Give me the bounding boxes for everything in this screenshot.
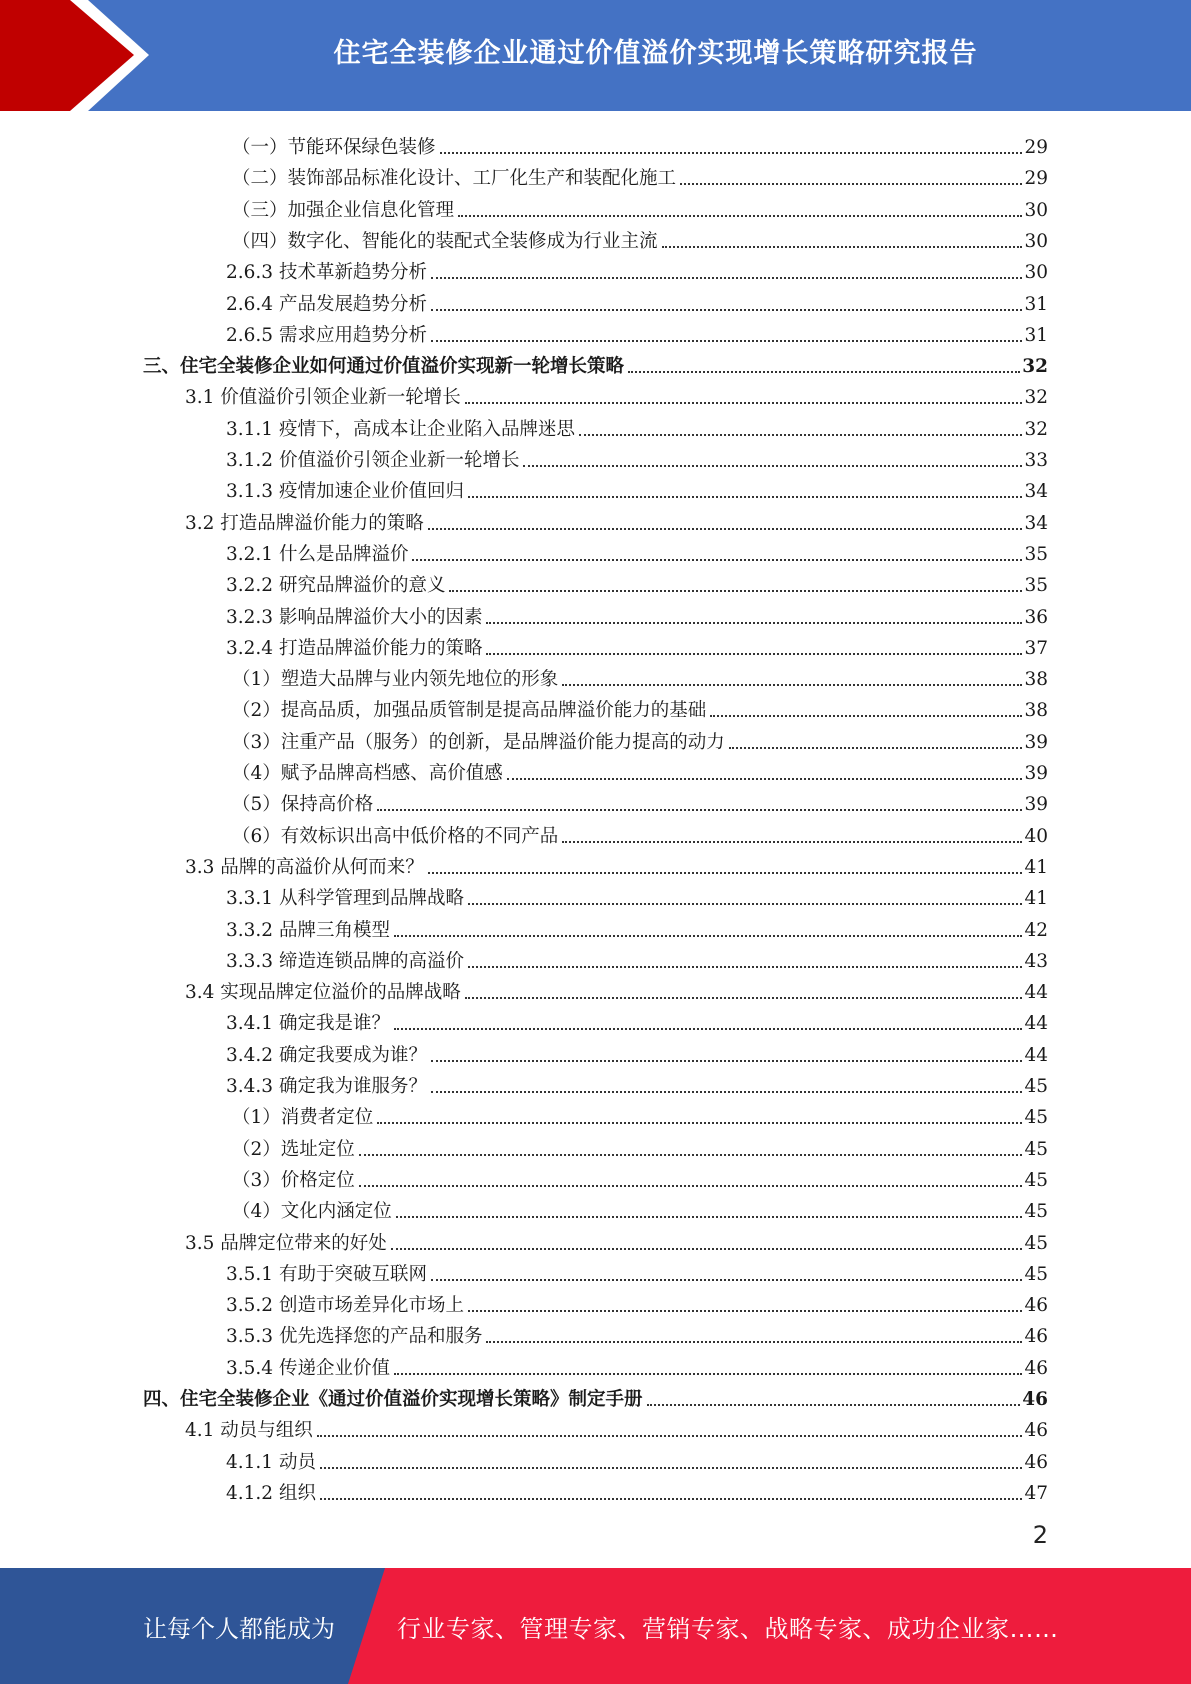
toc-entry[interactable] <box>232 785 1048 816</box>
toc-dot-leader <box>317 1435 1023 1437</box>
toc-entry-page: 32 <box>1024 387 1048 409</box>
toc-entry[interactable] <box>185 378 1048 409</box>
toc-entry[interactable] <box>226 1317 1048 1348</box>
toc-entry-title: （1）消费者定位 <box>232 1107 374 1129</box>
toc-entry-page: 29 <box>1024 168 1048 190</box>
toc-entry[interactable] <box>226 566 1048 597</box>
toc-dot-leader <box>394 1028 1022 1030</box>
toc-entry-title: （3）价格定位 <box>232 1169 355 1191</box>
toc-entry-title: 3.5.2 创造市场差异化市场上 <box>226 1295 464 1317</box>
toc-entry[interactable] <box>226 1255 1048 1286</box>
toc-dot-leader <box>468 903 1022 905</box>
toc-entry[interactable] <box>226 598 1048 629</box>
page-header <box>0 0 1191 111</box>
toc-dot-leader <box>579 434 1022 436</box>
toc-entry-page: 32 <box>1022 356 1048 378</box>
toc-dot-leader <box>465 997 1023 999</box>
toc-entry[interactable] <box>232 1192 1048 1223</box>
toc-dot-leader <box>562 841 1022 843</box>
toc-entry-page: 35 <box>1024 543 1048 565</box>
toc-entry[interactable] <box>185 848 1048 879</box>
toc-entry-page: 45 <box>1024 1232 1048 1254</box>
toc-dot-leader <box>468 966 1022 968</box>
toc-dot-leader <box>486 1341 1022 1343</box>
toc-dot-leader <box>468 1310 1022 1312</box>
toc-entry-title: 3.3.2 品牌三角模型 <box>226 919 390 941</box>
toc-entry[interactable] <box>226 629 1048 660</box>
toc-dot-leader <box>449 590 1022 592</box>
toc-entry-title: （一）节能环保绿色装修 <box>232 137 436 158</box>
toc-entry[interactable] <box>226 316 1048 347</box>
toc-entry[interactable] <box>226 472 1048 503</box>
toc-dot-leader <box>396 1216 1023 1218</box>
toc-entry-title: 3.2.3 影响品牌溢价大小的因素 <box>226 606 483 628</box>
toc-entry-title: 2.6.3 技术革新趋势分析 <box>226 262 427 284</box>
toc-dot-leader <box>431 1060 1022 1062</box>
toc-dot-leader <box>440 152 1023 154</box>
toc-entry[interactable] <box>232 1130 1048 1161</box>
toc-entry-title: （6）有效标识出高中低价格的不同产品 <box>232 825 559 847</box>
toc-entry-page: 42 <box>1024 919 1048 941</box>
toc-entry-title: 3.3 品牌的高溢价从何而来？ <box>185 856 424 878</box>
toc-dot-leader <box>523 465 1022 467</box>
toc-entry-page: 46 <box>1022 1389 1048 1410</box>
toc-entry-page: 45 <box>1024 1169 1048 1191</box>
toc-dot-leader <box>412 559 1022 561</box>
toc-entry-title: 3.5.3 优先选择您的产品和服务 <box>226 1326 483 1348</box>
toc-entry-page: 41 <box>1024 888 1048 910</box>
toc-entry-page: 31 <box>1024 293 1048 315</box>
toc-entry-title: 3.4.2 确定我要成为谁？ <box>226 1044 427 1066</box>
toc-entry-page: 45 <box>1024 1076 1048 1097</box>
toc-entry-title: 3.1.3 疫情加速企业价值回归 <box>226 481 464 503</box>
toc-entry-title: 2.6.4 产品发展趋势分析 <box>226 293 427 315</box>
toc-entry-page: 43 <box>1024 950 1048 972</box>
toc-entry-page: 46 <box>1024 1451 1048 1473</box>
toc-entry-title: 3.3.3 缔造连锁品牌的高溢价 <box>226 950 464 972</box>
toc-entry-page: 47 <box>1024 1482 1048 1504</box>
toc-entry-page: 39 <box>1024 731 1048 753</box>
toc-entry[interactable] <box>226 879 1048 910</box>
toc-dot-leader <box>391 1248 1023 1250</box>
toc-dot-leader <box>320 1467 1023 1469</box>
toc-dot-leader <box>431 1279 1022 1281</box>
toc-entry[interactable] <box>185 504 1048 535</box>
toc-entry-title: （2）提高品质，加强品质管制是提高品牌溢价能力的基础 <box>232 700 707 722</box>
toc-dot-leader <box>431 309 1022 311</box>
toc-dot-leader <box>359 1154 1023 1156</box>
toc-entry[interactable] <box>226 1286 1048 1317</box>
toc-dot-leader <box>465 402 1023 404</box>
toc-dot-leader <box>680 183 1022 185</box>
toc-entry-title: 3.4.3 确定我为谁服务？ <box>226 1076 427 1097</box>
toc-entry-title: （1）塑造大品牌与业内领先地位的形象 <box>232 669 559 691</box>
footer-slogan-left: 让每个人都能成为 <box>143 1614 335 1643</box>
toc-entry-page: 46 <box>1024 1357 1048 1379</box>
toc-entry-title: 3.2.4 打造品牌溢价能力的策略 <box>226 637 483 659</box>
toc-entry-page: 30 <box>1024 230 1048 252</box>
toc-entry[interactable] <box>226 1004 1048 1035</box>
toc-dot-leader <box>458 215 1022 217</box>
toc-dot-leader <box>377 1122 1022 1124</box>
toc-entry[interactable] <box>232 1098 1048 1129</box>
toc-entry-page: 44 <box>1024 1013 1048 1035</box>
toc-entry[interactable] <box>185 973 1048 1004</box>
toc-dot-leader <box>431 277 1022 279</box>
toc-entry-title: （二）装饰部品标准化设计、工厂化生产和装配化施工 <box>232 168 677 190</box>
toc-entry-page: 39 <box>1024 763 1048 784</box>
toc-entry[interactable] <box>232 191 1048 222</box>
toc-entry-page: 40 <box>1024 825 1048 847</box>
toc-entry-page: 46 <box>1024 1420 1048 1442</box>
toc-dot-leader <box>394 935 1022 937</box>
toc-entry[interactable] <box>232 723 1048 754</box>
toc-dot-leader <box>320 1498 1023 1500</box>
toc-entry-title: 2.6.5 需求应用趋势分析 <box>226 324 427 346</box>
footer-slogan-right: 行业专家、管理专家、营销专家、战略专家、成功企业家…… <box>397 1614 1059 1643</box>
toc-dot-leader <box>428 528 1023 530</box>
toc-entry[interactable] <box>185 1224 1048 1255</box>
toc-entry-page: 38 <box>1024 669 1048 691</box>
toc-entry-title: 3.2 打造品牌溢价能力的策略 <box>185 512 424 534</box>
toc-entry-title: 4.1.2 组织 <box>226 1482 316 1504</box>
toc-entry-page: 34 <box>1024 481 1048 503</box>
toc-entry-title: 4.1 动员与组织 <box>185 1420 313 1442</box>
toc-entry[interactable] <box>143 347 1048 378</box>
toc-entry[interactable] <box>226 1349 1048 1380</box>
toc-entry-page: 29 <box>1024 137 1048 158</box>
toc-entry-title: （四）数字化、智能化的装配式全装修成为行业主流 <box>232 230 658 252</box>
toc-entry[interactable] <box>143 1380 1048 1411</box>
toc-entry-page: 34 <box>1024 512 1048 534</box>
toc-entry[interactable] <box>226 942 1048 973</box>
toc-entry[interactable] <box>226 1443 1048 1474</box>
toc-entry-page: 44 <box>1024 1044 1048 1066</box>
toc-entry-title: 3.4 实现品牌定位溢价的品牌战略 <box>185 982 461 1004</box>
toc-entry-title: 3.5 品牌定位带来的好处 <box>185 1232 387 1254</box>
toc-entry-page: 46 <box>1024 1326 1048 1348</box>
toc-entry-title: （2）选址定位 <box>232 1138 355 1160</box>
toc-entry-page: 44 <box>1024 982 1048 1004</box>
toc-entry-page: 35 <box>1024 575 1048 597</box>
toc-entry[interactable] <box>232 817 1048 848</box>
toc-entry[interactable] <box>226 410 1048 441</box>
toc-entry-page: 41 <box>1024 856 1048 878</box>
toc-entry-title: （3）注重产品（服务）的创新，是品牌溢价能力提高的动力 <box>232 731 725 753</box>
toc-dot-leader <box>394 1373 1022 1375</box>
toc-entry[interactable] <box>232 159 1048 190</box>
toc-dot-leader <box>562 684 1022 686</box>
toc-entry[interactable] <box>232 660 1048 691</box>
toc-entry[interactable] <box>232 691 1048 722</box>
toc-entry-page: 46 <box>1024 1295 1048 1317</box>
toc-entry-page: 45 <box>1024 1263 1048 1285</box>
toc-entry-page: 45 <box>1024 1107 1048 1129</box>
toc-dot-leader <box>428 872 1023 874</box>
toc-entry-page: 33 <box>1024 450 1048 471</box>
toc-entry-title: 3.5.1 有助于突破互联网 <box>226 1263 427 1285</box>
page-number: 2 <box>1032 1521 1048 1549</box>
toc-entry[interactable] <box>232 754 1048 785</box>
toc-dot-leader <box>662 246 1023 248</box>
toc-entry-title: 4.1.1 动员 <box>226 1451 316 1473</box>
toc-entry[interactable] <box>226 1036 1048 1067</box>
toc-dot-leader <box>431 1091 1022 1093</box>
toc-entry-title: 3.1.1 疫情下，高成本让企业陷入品牌迷思 <box>226 418 575 440</box>
report-title: 住宅全装修企业通过价值溢价实现增长策略研究报告 <box>333 37 978 69</box>
toc-entry-page: 30 <box>1024 199 1048 221</box>
toc-entry-page: 39 <box>1024 794 1048 816</box>
toc-entry-title: 3.3.1 从科学管理到品牌战略 <box>226 888 464 910</box>
toc-entry[interactable] <box>226 253 1048 284</box>
toc-entry[interactable] <box>226 441 1048 472</box>
toc-entry[interactable] <box>185 1411 1048 1442</box>
toc-entry-title: 3.1.2 价值溢价引领企业新一轮增长 <box>226 450 520 471</box>
toc-entry-page: 36 <box>1024 606 1048 628</box>
toc-entry-title: 3.1 价值溢价引领企业新一轮增长 <box>185 387 461 409</box>
toc-entry-title: 3.5.4 传递企业价值 <box>226 1357 390 1379</box>
toc-dot-leader <box>710 715 1022 717</box>
toc-dot-leader <box>359 1185 1023 1187</box>
toc-entry-title: （4）赋予品牌高档感、高价值感 <box>232 763 503 784</box>
toc-entry[interactable] <box>226 1067 1048 1098</box>
toc-entry-title: 3.2.1 什么是品牌溢价 <box>226 543 409 565</box>
toc-entry-page: 31 <box>1024 324 1048 346</box>
toc-entry[interactable] <box>232 222 1048 253</box>
toc-dot-leader <box>507 778 1023 780</box>
toc-entry-page: 32 <box>1024 418 1048 440</box>
toc-dot-leader <box>486 653 1022 655</box>
toc-entry[interactable] <box>232 128 1048 159</box>
toc-entry[interactable] <box>226 285 1048 316</box>
toc-entry-title: （5）保持高价格 <box>232 794 374 816</box>
red-chevron-icon <box>0 0 160 111</box>
toc-entry-title: 三、住宅全装修企业如何通过价值溢价实现新一轮增长策略 <box>143 356 625 378</box>
toc-entry-title: 3.2.2 研究品牌溢价的意义 <box>226 575 446 597</box>
toc-entry[interactable] <box>232 1161 1048 1192</box>
toc-entry[interactable] <box>226 911 1048 942</box>
toc-entry-title: （4）文化内涵定位 <box>232 1201 392 1223</box>
toc-entry-title: （三）加强企业信息化管理 <box>232 199 455 221</box>
toc-dot-leader <box>647 1404 1021 1406</box>
toc-dot-leader <box>628 371 1020 373</box>
toc-entry-title: 四、住宅全装修企业《通过价值溢价实现增长策略》制定手册 <box>143 1389 643 1410</box>
toc-entry[interactable] <box>226 535 1048 566</box>
toc-dot-leader <box>377 809 1022 811</box>
toc-entry-page: 37 <box>1024 637 1048 659</box>
toc-entry-page: 45 <box>1024 1138 1048 1160</box>
toc-entry-page: 38 <box>1024 700 1048 722</box>
toc-entry-page: 45 <box>1024 1201 1048 1223</box>
toc-entry[interactable] <box>226 1474 1048 1505</box>
toc-entry-page: 30 <box>1024 262 1048 284</box>
page-footer <box>0 1568 1191 1684</box>
toc-entry-title: 3.4.1 确定我是谁？ <box>226 1013 390 1035</box>
toc-dot-leader <box>431 340 1022 342</box>
toc-dot-leader <box>729 747 1023 749</box>
toc-dot-leader <box>486 622 1022 624</box>
toc-dot-leader <box>468 496 1022 498</box>
